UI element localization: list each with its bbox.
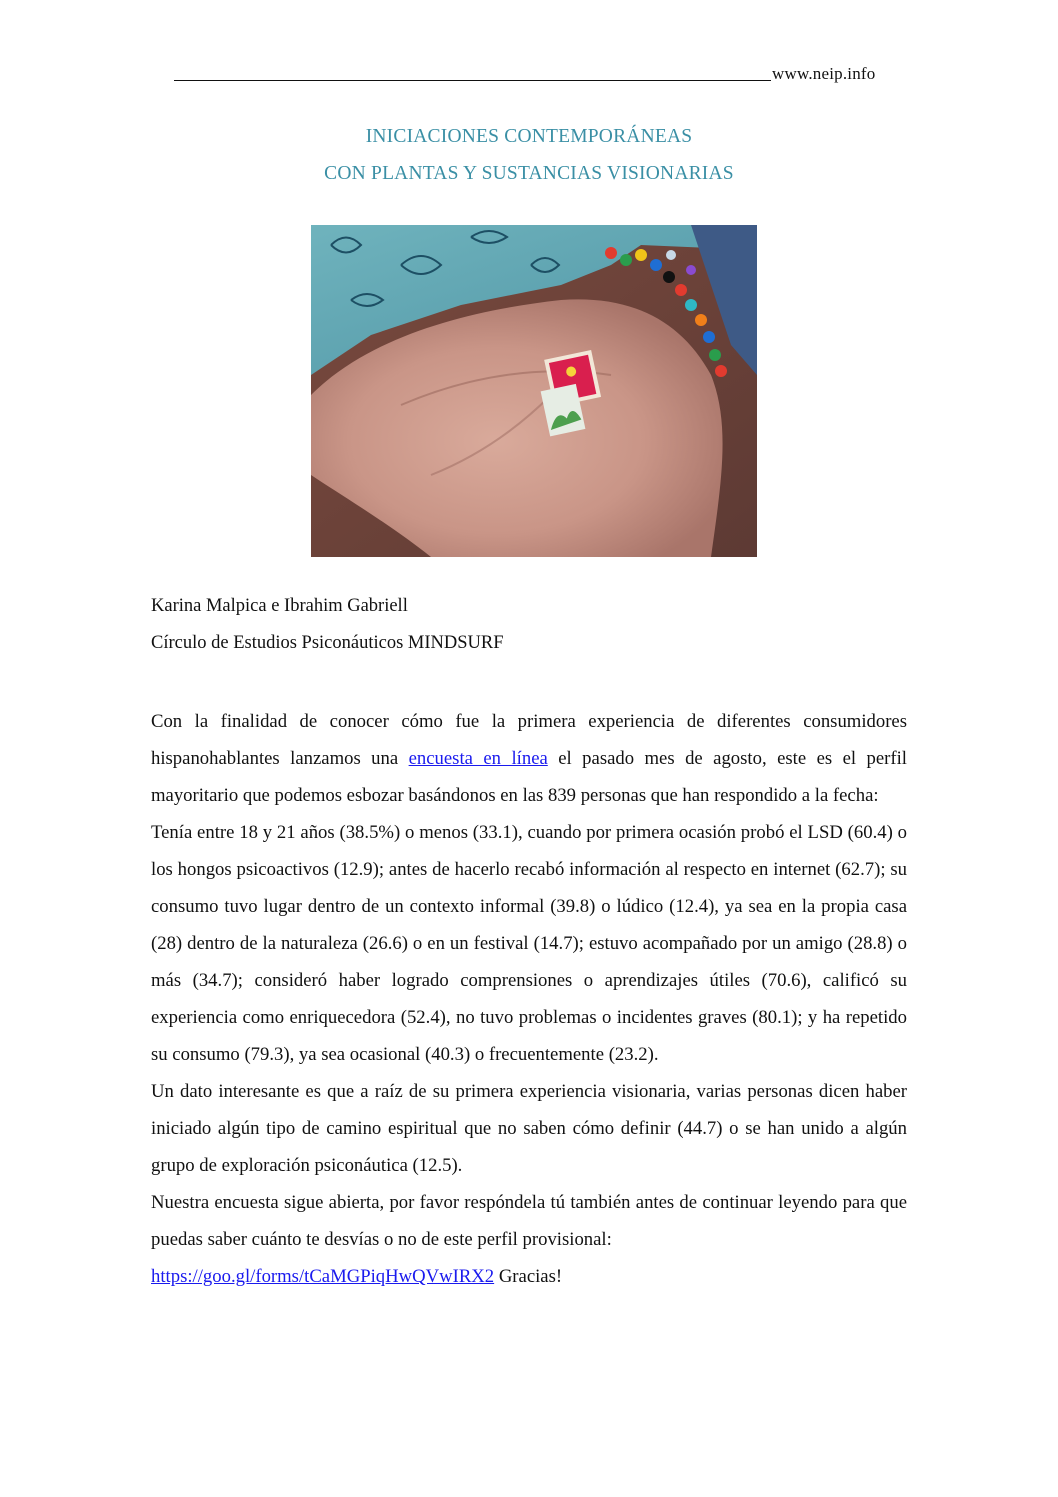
paragraph-intro [151,703,907,814]
article-title-line-2: CON PLANTAS Y SUSTANCIAS VISIONARIAS [324,163,734,184]
thanks-text: Gracias! [494,1266,563,1287]
paragraph-intro-text-cont: el pasado mes de agosto, este es el perfil mayoritario que podemos esbozar basándonos en las 839 personas que han respondido a la fecha: [151,748,907,806]
authors: Karina Malpica e Ibrahim Gabriell [151,596,408,616]
hand-with-blotter-photo [311,225,757,557]
paragraph-spiritual: Un dato interesante es que a raíz de su primera experiencia visionaria, varias personas dicen haber iniciado algún tipo de camino espiritual que no saben cómo definir (44.7) o se han unido a algún grupo de exploración psiconáutica (12.5). [151,1081,907,1176]
header-site-url: www.neip.info [772,64,876,83]
article-body [151,703,907,1295]
paragraph-survey-invite [151,1184,907,1295]
affiliation: Círculo de Estudios Psiconáuticos MINDSURF [151,633,504,653]
paragraph-survey-invite-text: Nuestra encuesta sigue abierta, por favor respóndela tú también antes de continuar leyendo para que puedas saber cuánto te desvías o no de este perfil provisional: [151,1192,907,1250]
header-rule [174,80,771,81]
paragraph-profile: Tenía entre 18 y 21 años (38.5%) o menos (33.1), cuando por primera ocasión probó el LSD (60.4) o los hongos psicoactivos (12.9); antes de hacerlo recabó información al respecto en internet (62.7); su consumo tuvo lugar dentro de un contexto informal (39.8) o lúdico (12.4), ya sea en la propia casa (28) dentro de la naturaleza (26.6) o en un festival (14.7); estuvo acompañado por un amigo (28.8) o más (34.7); consideró haber logrado comprensiones o aprendizajes útiles (70.6), calificó su experiencia como enriquecedora (52.4), no tuvo problemas o incidentes graves (80.1); y ha repetido su consumo (79.3), ya sea ocasional (40.3) o frecuentemente (23.2). [151,822,907,1065]
paragraph-intro-text: Con la finalidad de conocer cómo fue la primera experiencia de diferentes consumidores hispanohablantes lanzamos una [151,711,907,769]
online-survey-link[interactable]: encuesta en línea [408,748,548,769]
article-title-line-1: INICIACIONES CONTEMPORÁNEAS [365,126,693,147]
survey-form-link[interactable]: https://goo.gl/forms/tCaMGPiqHwQVwIRX2 [151,1266,495,1287]
